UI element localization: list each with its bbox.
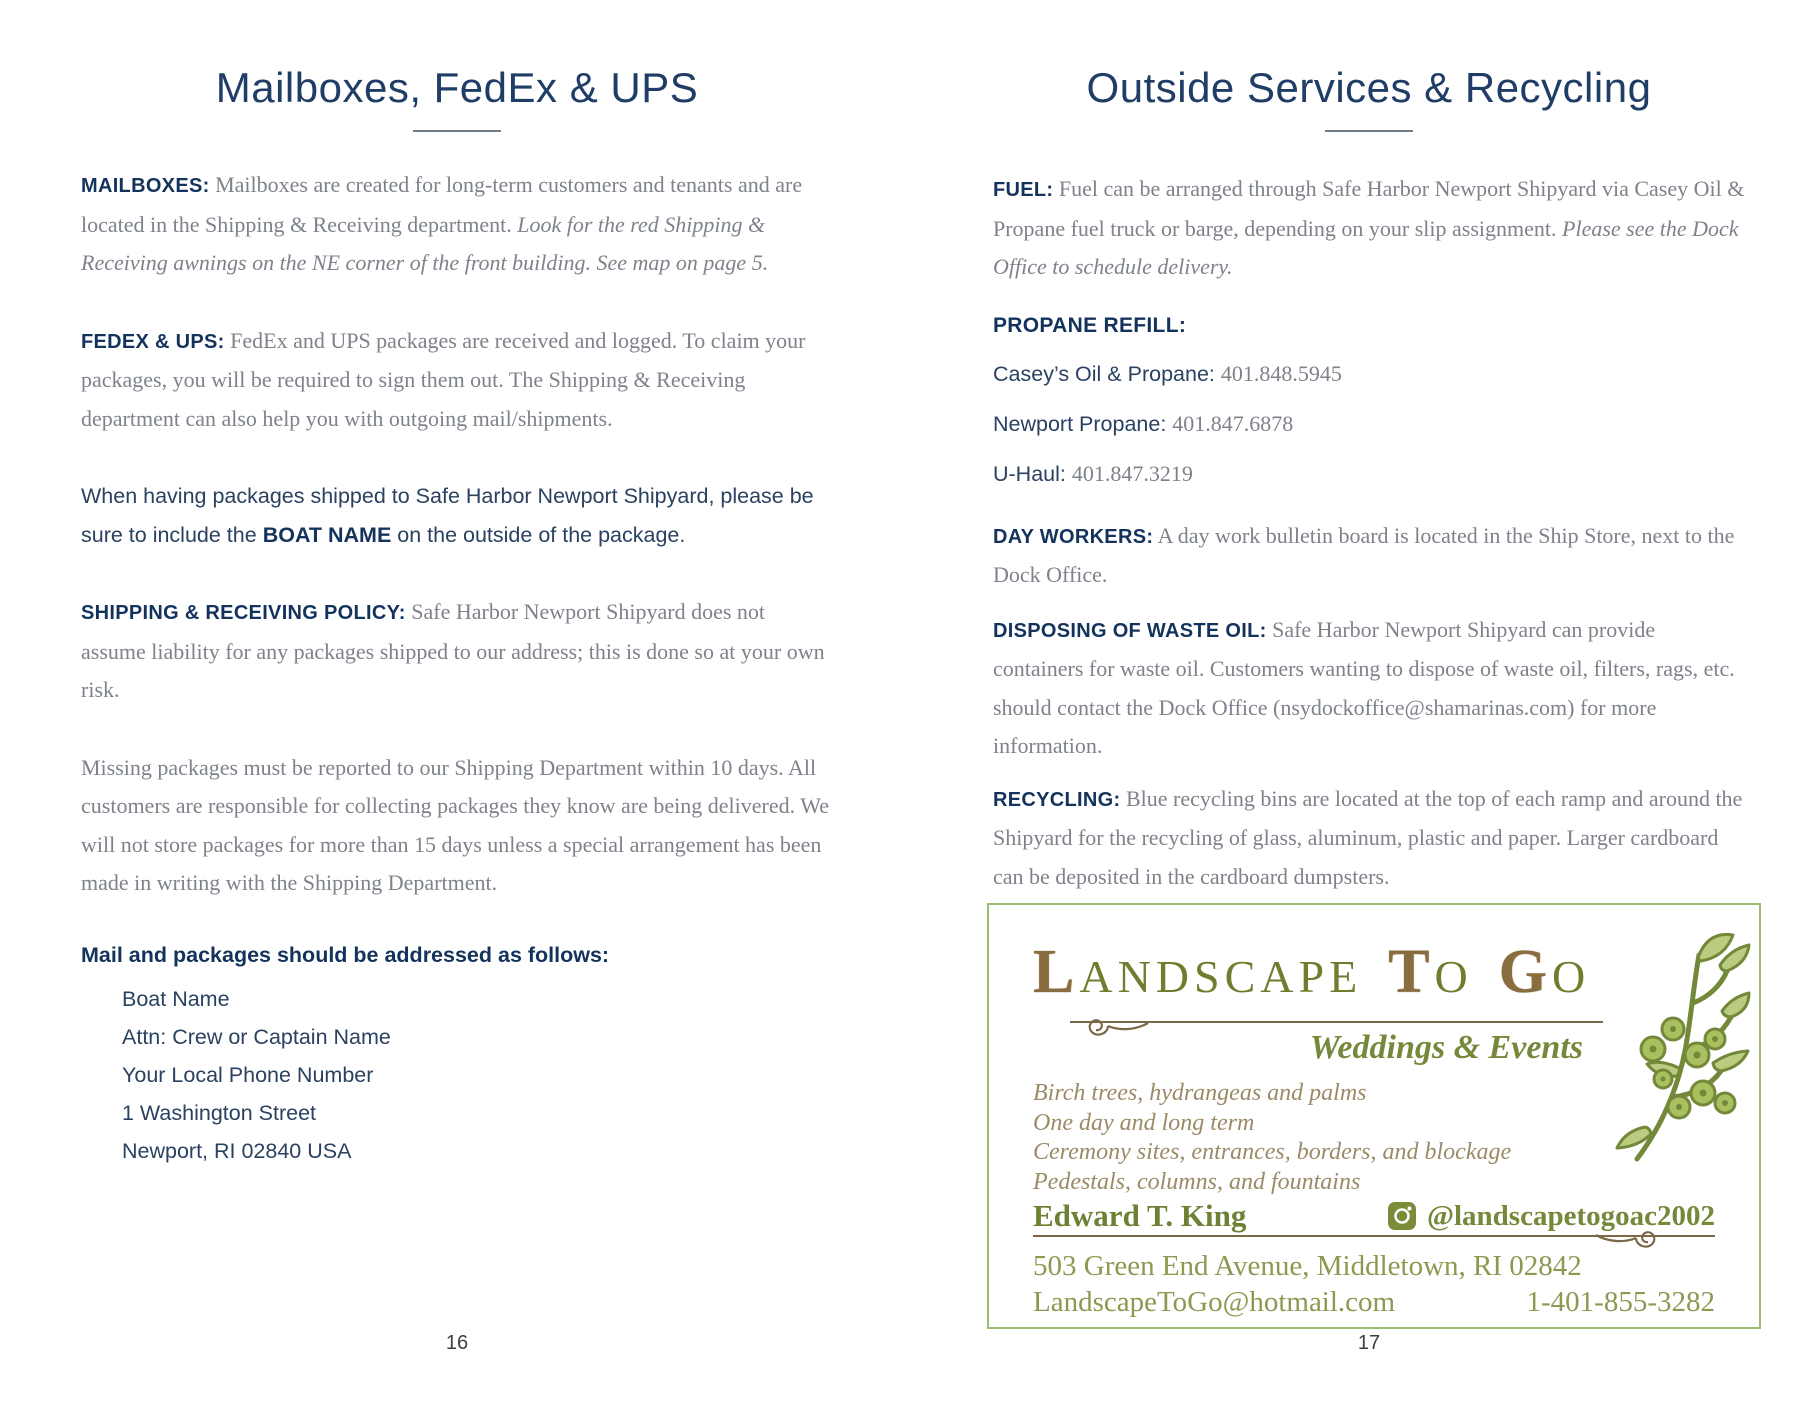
page-title-left: Mailboxes, FedEx & UPS	[215, 64, 699, 111]
boat-note-post: on the outside of the package.	[397, 522, 686, 547]
waste-oil-paragraph	[993, 611, 1745, 766]
ad-service-item: Ceremony sites, entrances, borders, and blockage	[1033, 1139, 1512, 1165]
missing-packages-paragraph: Missing packages must be reported to our Shipping Department within 10 days. All customers are responsible for collecting packages they know are being delivered. We will not store packages for more than 15 days unless a special arrangement has been made in writing with the Shipping Department.	[81, 754, 829, 895]
ad-service-item: Pedestals, columns, and fountains	[1033, 1168, 1361, 1195]
swirl-ornament-icon	[1594, 1224, 1660, 1252]
swirl-ornament-icon	[1084, 1012, 1150, 1040]
ad-instagram	[1387, 1199, 1715, 1233]
recycling-label: RECYCLING:	[993, 788, 1121, 811]
fedex-ups-paragraph	[81, 322, 833, 439]
address-line-city: Newport, RI 02840 USA	[122, 1138, 352, 1163]
mailboxes-italic-note: Look for the red Shipping & Receiving awnings on the NE corner of the front building. See map on page 5.	[81, 211, 769, 275]
address-heading: Mail and packages should be addressed as follows:	[81, 942, 610, 967]
page-number-16: 16	[445, 1332, 469, 1354]
mailboxes-text: Mailboxes are created for long-term customers and tenants and are located in the Shipping & Receiving department.	[81, 172, 803, 237]
shipping-policy-label: SHIPPING & RECEIVING POLICY:	[81, 602, 406, 624]
recycling-text: Blue recycling bins are located at the top of each ramp and around the Shipyard for the recycling of glass, aluminum, plastic and paper. Larger cardboard can be deposited in the cardboard dumpsters.	[993, 785, 1743, 889]
recycling-paragraph	[993, 780, 1745, 897]
fuel-label: FUEL:	[993, 179, 1054, 201]
brand-letters: O	[1552, 951, 1591, 1002]
shipping-policy-paragraph	[81, 593, 833, 710]
page-17	[993, 0, 1745, 1354]
fuel-italic-note: Please see the Dock Office to schedule delivery.	[993, 215, 1739, 279]
mailboxes-paragraph	[81, 166, 833, 283]
address-line-boat-name: Boat Name	[122, 986, 230, 1011]
boat-name-note	[81, 477, 833, 554]
ad-phone: 1-401-855-3282	[1526, 1286, 1715, 1318]
mailboxes-label: MAILBOXES:	[81, 175, 210, 197]
phone-entry-newport-propane	[993, 409, 1745, 439]
ad-email: LandscapeToGo@hotmail.com	[1033, 1286, 1396, 1318]
ad-service-item: One day and long term	[1033, 1109, 1255, 1136]
address-line-attn: Attn: Crew or Captain Name	[122, 1024, 391, 1049]
title-divider	[1325, 130, 1413, 132]
ad-owner-name: Edward T. King	[1033, 1198, 1247, 1233]
ad-divider-rule	[1033, 1235, 1715, 1237]
phone-name: Newport Propane:	[993, 411, 1167, 436]
address-line-street: 1 Washington Street	[122, 1100, 317, 1125]
waste-oil-label: DISPOSING OF WASTE OIL:	[993, 619, 1267, 642]
ad-tagline: Weddings & Events	[1309, 1029, 1583, 1066]
boat-note-pre: When having packages shipped to Safe Harbor Newport Shipyard, please be sure to include the	[81, 484, 814, 547]
ad-contact-row	[1033, 1285, 1715, 1319]
ad-instagram-handle: @landscapetogoac2002	[1427, 1200, 1715, 1232]
shipping-policy-text: Safe Harbor Newport Shipyard does not assume liability for any packages shipped to our address; this is done so at your own risk.	[81, 599, 825, 702]
propane-refill-heading: PROPANE REFILL:	[993, 313, 1187, 337]
phone-number: 401.847.3219	[1071, 460, 1193, 486]
ornate-initial: G	[1498, 938, 1553, 1006]
olive-branch-illustration	[1609, 931, 1751, 1163]
phone-entry-uhaul	[993, 459, 1745, 489]
day-workers-paragraph	[993, 517, 1745, 595]
brand-word-landscape	[1033, 938, 1363, 1006]
page-title-right: Outside Services & Recycling	[1086, 64, 1652, 111]
phone-number: 401.848.5945	[1220, 360, 1342, 386]
phone-number: 401.847.6878	[1172, 410, 1294, 436]
fedex-ups-text: FedEx and UPS packages are received and logged. To claim your packages, you will be required to sign them out. The Shipping & Receiving department can also help you with outgoing mail/shipments.	[81, 327, 806, 431]
day-workers-label: DAY WORKERS:	[993, 525, 1154, 548]
ornate-initial: T	[1388, 938, 1435, 1006]
fuel-text: Fuel can be arranged through Safe Harbor Newport Shipyard via Casey Oil & Propane fuel truck or barge, depending on your slip assignment.	[993, 176, 1745, 241]
brand-letters: O	[1434, 951, 1473, 1002]
phone-name: U-Haul:	[993, 461, 1066, 486]
ad-street-address: 503 Green End Avenue, Middletown, RI 02842	[1033, 1250, 1582, 1282]
instagram-icon	[1387, 1201, 1417, 1231]
address-line-phone: Your Local Phone Number	[122, 1062, 374, 1087]
address-block	[81, 980, 833, 1170]
day-workers-text: A day work bulletin board is located in the Ship Store, next to the Dock Office.	[993, 522, 1735, 587]
boat-note-bold: BOAT NAME	[262, 522, 392, 547]
page-16	[81, 0, 833, 1354]
brand-word-to	[1388, 938, 1473, 1006]
fuel-paragraph	[993, 170, 1745, 287]
page-number-17: 17	[1357, 1332, 1381, 1354]
fedex-ups-label: FEDEX & UPS:	[81, 330, 225, 353]
ad-service-item: Birch trees, hydrangeas and palms	[1033, 1080, 1367, 1106]
phone-entry-caseys	[993, 359, 1745, 389]
brand-word-go	[1498, 938, 1591, 1006]
title-divider	[413, 130, 501, 132]
landscape-to-go-ad	[987, 903, 1761, 1329]
ornate-initial: L	[1033, 938, 1080, 1006]
brand-underline-rule	[1070, 1021, 1603, 1023]
waste-oil-text: Safe Harbor Newport Shipyard can provide containers for waste oil. Customers wanting to dispose of waste oil, filters, rags, etc. should contact the Dock Office (nsydockoffice@shamarinas.com) for more information.	[993, 616, 1735, 758]
brand-letters: ANDSCAPE	[1079, 951, 1363, 1002]
phone-name: Casey’s Oil & Propane:	[993, 361, 1215, 386]
